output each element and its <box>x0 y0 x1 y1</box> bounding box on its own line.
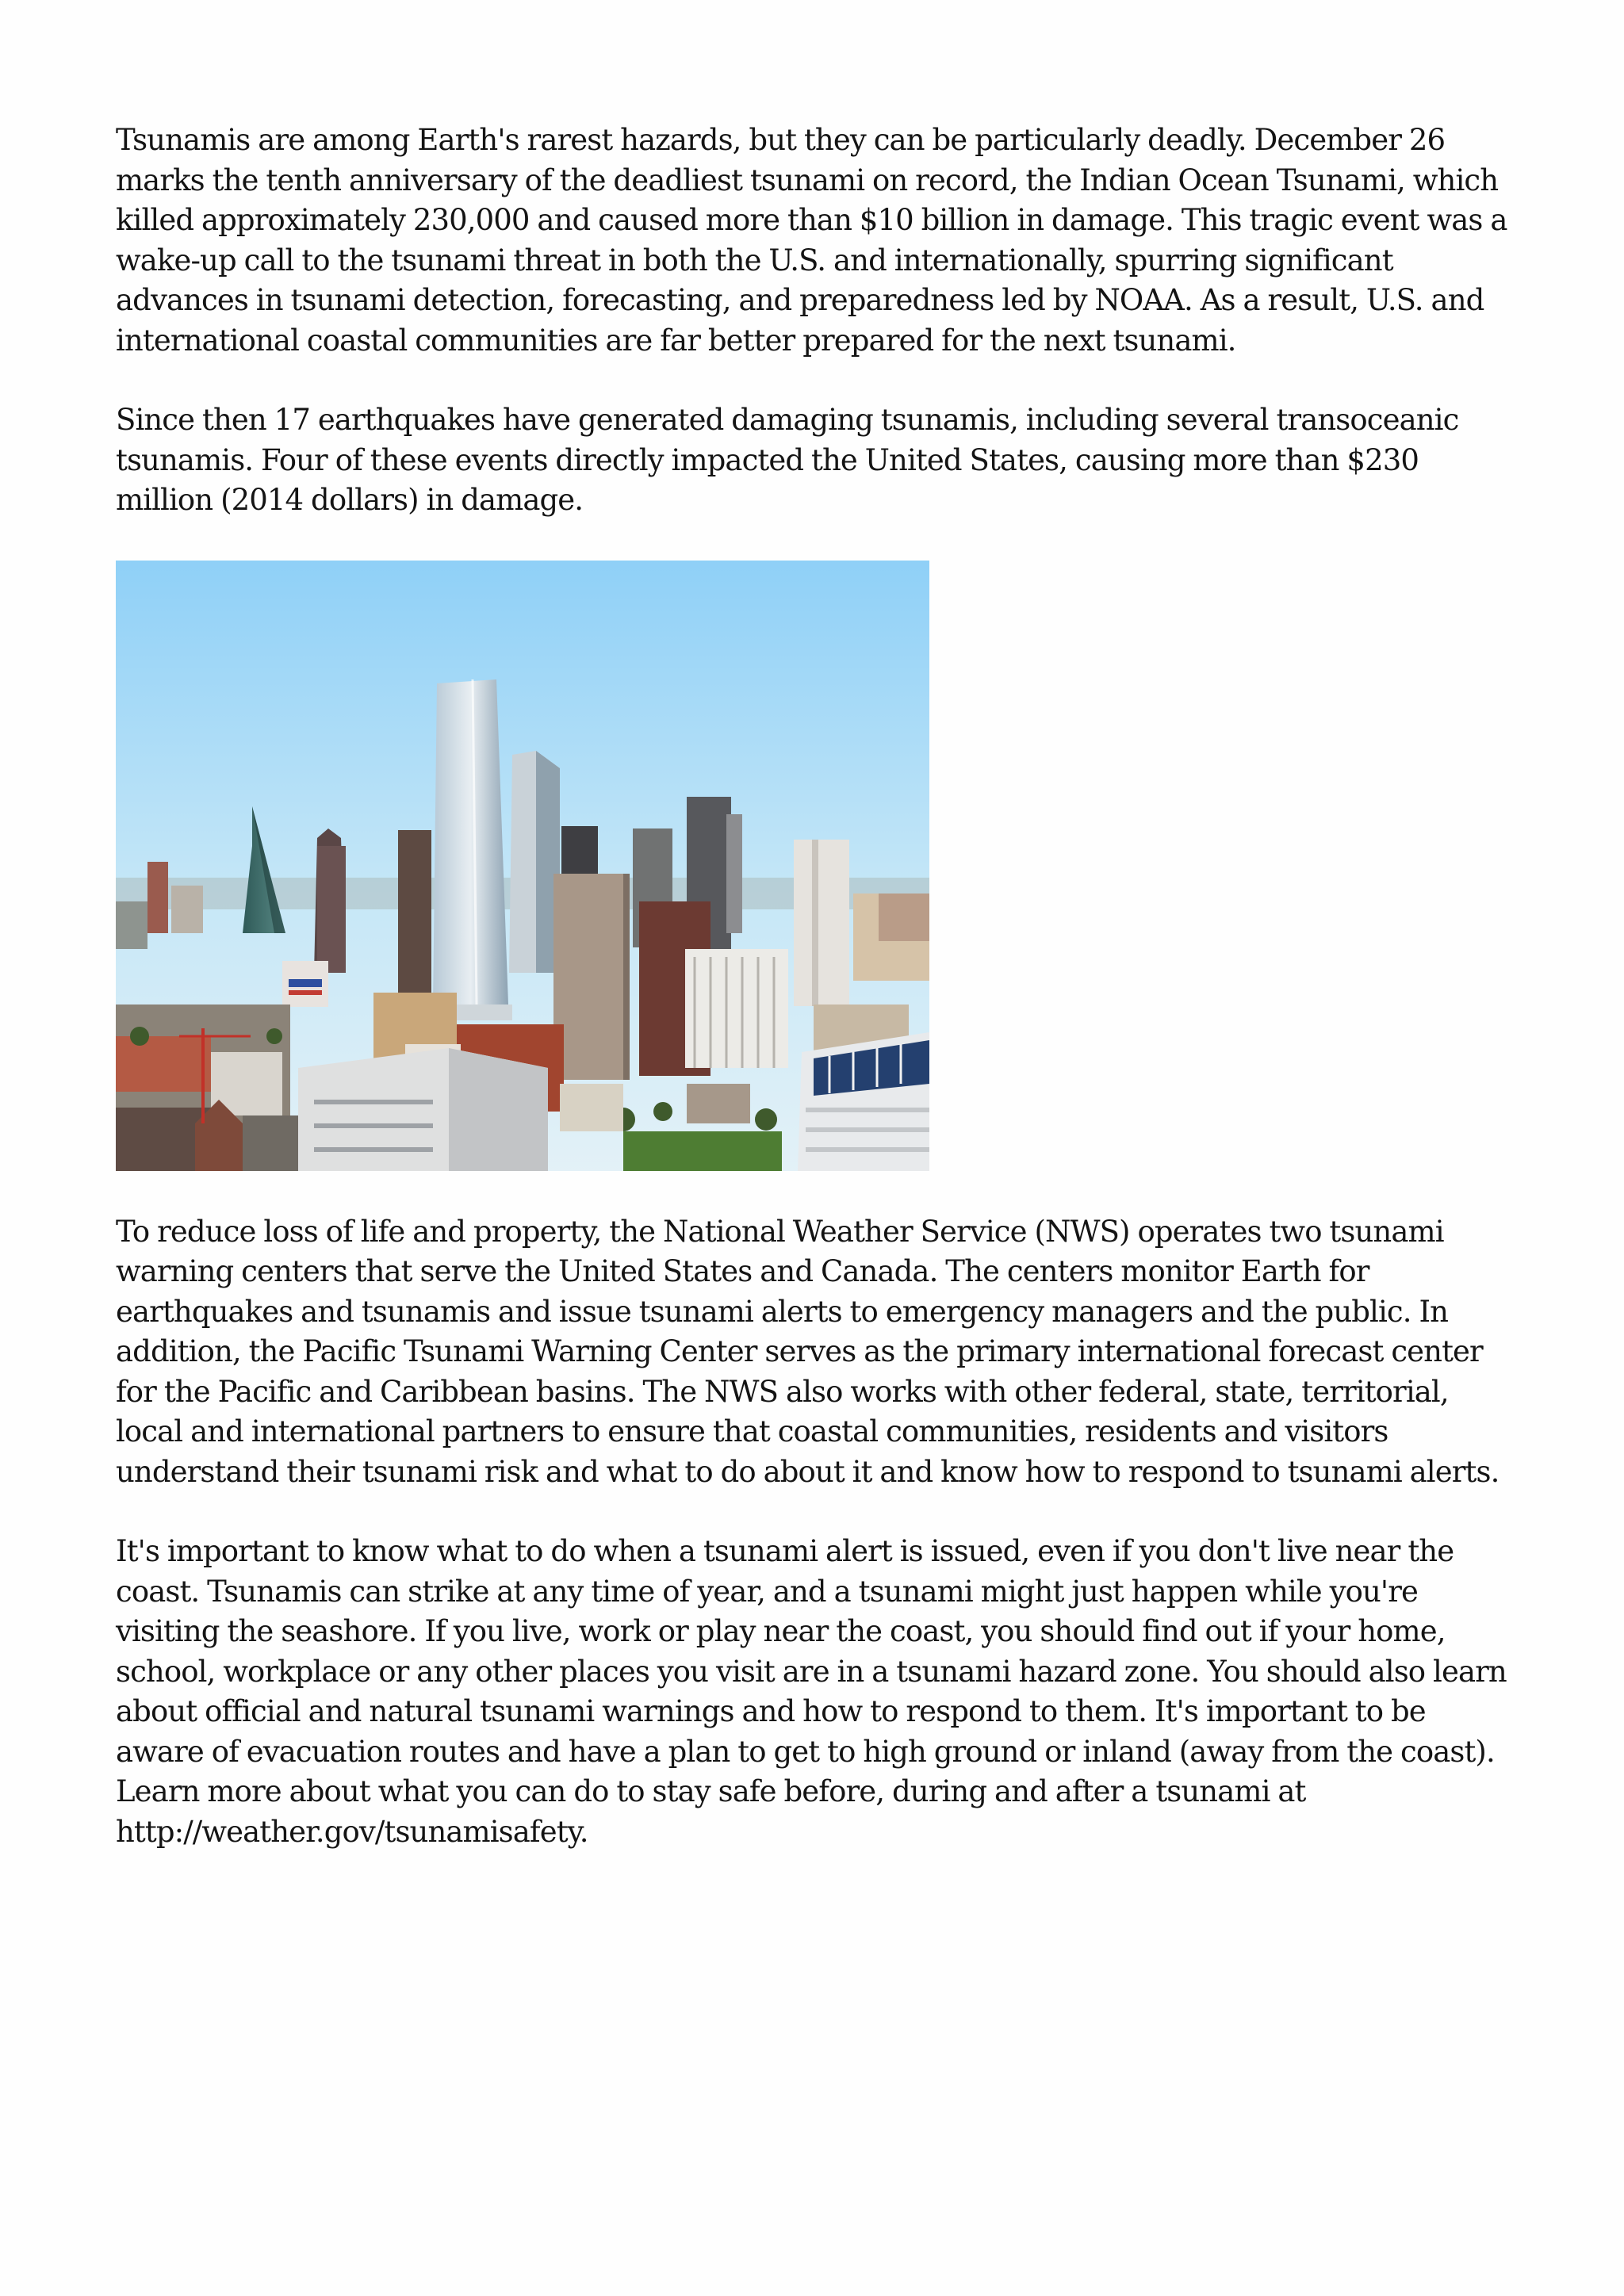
paragraph-intro: Tsunamis are among Earth's rarest hazards, but they can be particularly deadly. December 26 marks the tenth anniversary of the deadliest tsunami on record, the Indian Ocean Tsunami, which killed approximately 230,000 and caused more than $10 billion in damage. This tragic event was a wake-up call to the tsunami threat in both the U.S. and internationally, spurring significant advances in tsunami detection, forecasting, and preparedness led by NOAA. As a result, U.S. and international coastal communities are far better prepared for the next tsunami. <box>116 123 1507 358</box>
paragraph-since-then: Since then 17 earthquakes have generated damaging tsunamis, including several transoceanic tsunamis. Four of these events directly impacted the United States, causing more than $230 million (2014 dollars) in damage. <box>116 403 1459 517</box>
paragraph-safety-advice: It's important to know what to do when a tsunami alert is issued, even if you don't live near the coast. Tsunamis can strike at any time of year, and a tsunami might just happen while you're visiting the seashore. If you live, work or play near the coast, you should find out if your home, school, workplace or any other places you visit are in a tsunami hazard zone. You should also learn about official and natural tsunami warnings and how to respond to them. It's important to be aware of evacuation routes and have a plan to get to high ground or inland (away from the coast). Learn more about what you can do to stay safe before, during and after a tsunami at http://weather.gov/tsunamisafety. <box>116 1534 1507 1849</box>
city-skyline-photo <box>116 561 929 1171</box>
paragraph-warning-centers: To reduce loss of life and property, the National Weather Service (NWS) operates two tsunami warning centers that serve the United States and Canada. The centers monitor Earth for earthquakes and tsunamis and issue tsunami alerts to emergency managers and the public. In addition, the Pacific Tsunami Warning Center serves as the primary international forecast center for the Pacific and Caribbean basins. The NWS also works with other federal, state, territorial, local and international partners to ensure that coastal communities, residents and visitors understand their tsunami risk and what to do about it and know how to respond to tsunami alerts. <box>116 1214 1500 1489</box>
city-skyline-illustration <box>116 561 929 1171</box>
article-body <box>116 121 1519 1852</box>
